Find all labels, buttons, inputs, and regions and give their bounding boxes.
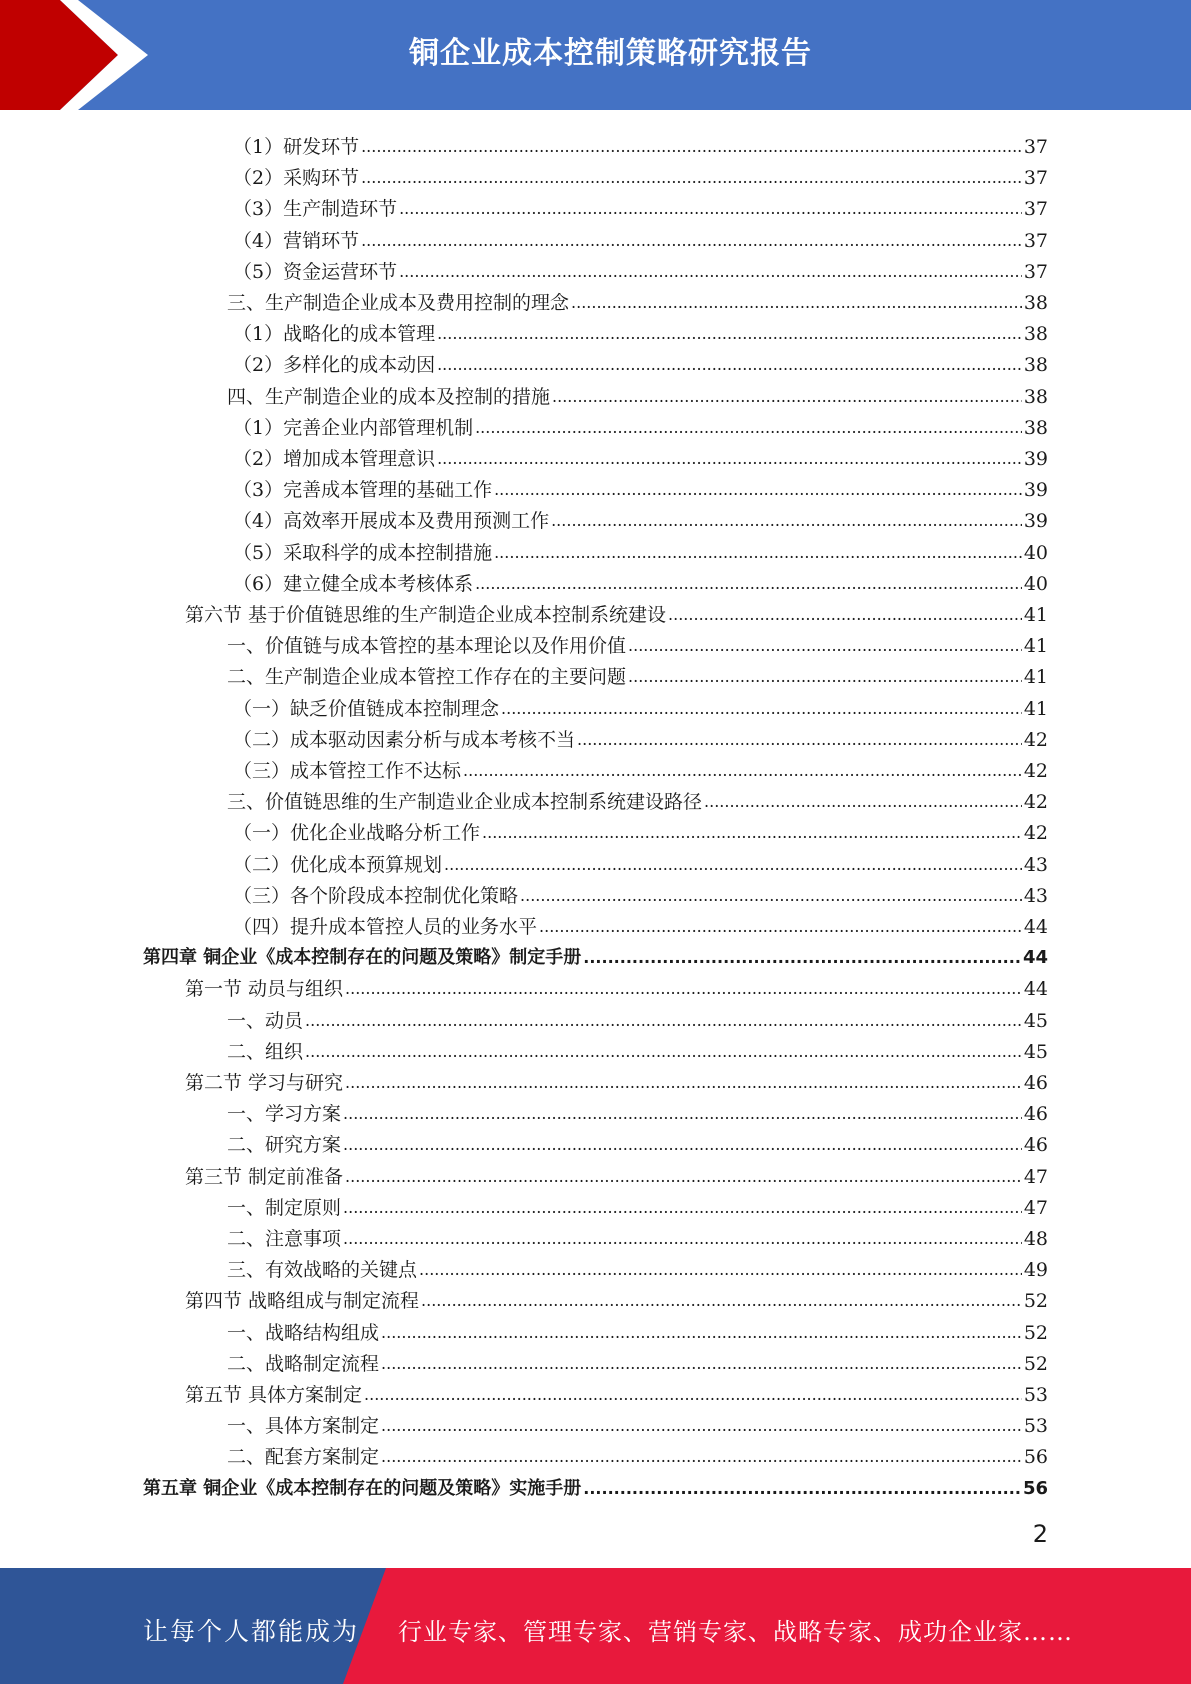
toc-entry[interactable]: [227, 1345, 1048, 1376]
toc-entry-title: 第四节 战略组成与制定流程: [185, 1290, 420, 1312]
toc-dot-leader: [437, 322, 1022, 346]
toc-entry-page: 39: [1023, 510, 1048, 532]
toc-entry[interactable]: [233, 721, 1048, 752]
toc-entry-title: 第三节 制定前准备: [185, 1166, 344, 1188]
toc-entry-title: 第五章 铜企业《成本控制存在的问题及策略》实施手册: [143, 1478, 582, 1499]
toc-entry[interactable]: [233, 315, 1048, 346]
toc-dot-leader: [704, 790, 1022, 814]
toc-entry-page: 40: [1023, 573, 1048, 595]
toc-entry-page: 37: [1023, 261, 1048, 283]
toc-entry[interactable]: [233, 690, 1048, 721]
toc-dot-leader: [361, 166, 1022, 190]
toc-entry[interactable]: [233, 253, 1048, 284]
toc-entry-page: 38: [1023, 323, 1048, 345]
toc-dot-leader: [345, 1165, 1022, 1189]
toc-dot-leader: [628, 634, 1022, 658]
toc-entry[interactable]: [143, 1470, 1048, 1501]
toc-entry[interactable]: [233, 346, 1048, 377]
toc-entry-title: （二）优化成本预算规划: [233, 854, 443, 876]
toc-dot-leader: [552, 385, 1022, 409]
toc-entry-title: 第六节 基于价值链思维的生产制造企业成本控制系统建设: [185, 604, 667, 626]
toc-entry-title: （5）采取科学的成本控制措施: [233, 542, 493, 564]
toc-entry-page: 39: [1023, 448, 1048, 470]
toc-dot-leader: [343, 1102, 1022, 1126]
toc-entry-page: 44: [1023, 978, 1048, 1000]
toc-entry-title: 二、战略制定流程: [227, 1353, 380, 1375]
toc-dot-leader: [444, 853, 1022, 877]
toc-entry-page: 53: [1023, 1384, 1048, 1406]
toc-entry-page: 38: [1023, 354, 1048, 376]
toc-entry[interactable]: [227, 627, 1048, 658]
toc-entry-page: 49: [1023, 1259, 1048, 1281]
toc-entry-title: （4）高效率开展成本及费用预测工作: [233, 510, 550, 532]
toc-entry-title: 三、生产制造企业成本及费用控制的理念: [227, 292, 570, 314]
toc-entry-page: 43: [1023, 854, 1048, 876]
toc-entry[interactable]: [227, 658, 1048, 689]
toc-entry-page: 44: [1022, 947, 1048, 968]
toc-entry[interactable]: [227, 1251, 1048, 1282]
toc-entry[interactable]: [233, 534, 1048, 565]
toc-entry[interactable]: [185, 1064, 1048, 1095]
toc-entry-title: （三）各个阶段成本控制优化策略: [233, 885, 519, 907]
toc-entry-page: 45: [1023, 1010, 1048, 1032]
toc-entry-title: （一）优化企业战略分析工作: [233, 822, 481, 844]
page-number: 2: [1032, 1520, 1048, 1548]
toc-entry[interactable]: [227, 1220, 1048, 1251]
toc-dot-leader: [539, 915, 1022, 939]
toc-entry-page: 52: [1023, 1290, 1048, 1312]
toc-entry[interactable]: [227, 1189, 1048, 1220]
toc-entry-page: 38: [1023, 292, 1048, 314]
toc-entry-page: 47: [1023, 1197, 1048, 1219]
toc-dot-leader: [361, 135, 1022, 159]
toc-entry[interactable]: [227, 1002, 1048, 1033]
toc-entry-page: 56: [1023, 1446, 1048, 1468]
toc-entry-page: 38: [1023, 417, 1048, 439]
toc-entry-page: 37: [1023, 230, 1048, 252]
toc-entry[interactable]: [185, 1158, 1048, 1189]
footer-slogan-left: 让每个人都能成为: [143, 1617, 360, 1646]
toc-dot-leader: [628, 665, 1022, 689]
toc-entry-page: 41: [1023, 604, 1048, 626]
toc-entry[interactable]: [227, 1407, 1048, 1438]
toc-entry[interactable]: [227, 284, 1048, 315]
toc-entry[interactable]: [185, 1376, 1048, 1407]
toc-entry-page: 47: [1023, 1166, 1048, 1188]
toc-entry-title: 二、研究方案: [227, 1134, 342, 1156]
toc-dot-leader: [399, 260, 1022, 284]
toc-dot-leader: [381, 1352, 1022, 1376]
toc-entry[interactable]: [227, 1033, 1048, 1064]
toc-entry[interactable]: [227, 1314, 1048, 1345]
page-footer: [0, 1568, 1191, 1684]
toc-entry-page: 41: [1023, 635, 1048, 657]
toc-entry[interactable]: [227, 1095, 1048, 1126]
toc-entry-title: 二、配套方案制定: [227, 1446, 380, 1468]
toc-entry-page: 56: [1022, 1478, 1048, 1499]
toc-dot-leader: [343, 1227, 1022, 1251]
toc-dot-leader: [475, 572, 1022, 596]
toc-entry[interactable]: [227, 378, 1048, 409]
toc-entry-page: 37: [1023, 167, 1048, 189]
toc-entry-title: （1）完善企业内部管理机制: [233, 417, 474, 439]
toc-entry-page: 39: [1023, 479, 1048, 501]
toc-entry[interactable]: [227, 1438, 1048, 1469]
toc-entry[interactable]: [233, 471, 1048, 502]
toc-entry[interactable]: [233, 877, 1048, 908]
toc-entry[interactable]: [233, 846, 1048, 877]
toc-dot-leader: [482, 821, 1022, 845]
toc-entry-title: （3）生产制造环节: [233, 198, 398, 220]
toc-entry-page: 43: [1023, 885, 1048, 907]
toc-entry-page: 42: [1023, 729, 1048, 751]
toc-entry-title: 一、战略结构组成: [227, 1322, 380, 1344]
toc-dot-leader: [345, 1071, 1022, 1095]
toc-entry[interactable]: [233, 565, 1048, 596]
toc-entry-title: （1）研发环节: [233, 136, 360, 158]
toc-entry[interactable]: [233, 908, 1048, 939]
toc-entry[interactable]: [185, 1282, 1048, 1313]
toc-entry-page: 52: [1023, 1322, 1048, 1344]
toc-dot-leader: [419, 1258, 1022, 1282]
toc-entry-page: 37: [1023, 198, 1048, 220]
toc-dot-leader: [475, 416, 1022, 440]
toc-entry[interactable]: [227, 783, 1048, 814]
toc-dot-leader: [520, 884, 1022, 908]
toc-entry[interactable]: [233, 409, 1048, 440]
toc-entry[interactable]: [233, 190, 1048, 221]
toc-dot-leader: [361, 229, 1022, 253]
toc-dot-leader: [381, 1445, 1022, 1469]
toc-entry-page: 48: [1023, 1228, 1048, 1250]
toc-entry-title: 二、注意事项: [227, 1228, 342, 1250]
toc-entry-title: 二、组织: [227, 1041, 304, 1063]
toc-entry-title: （三）成本管控工作不达标: [233, 760, 462, 782]
toc-dot-leader: [494, 541, 1022, 565]
toc-entry-title: （一）缺乏价值链成本控制理念: [233, 698, 500, 720]
toc-entry[interactable]: [185, 970, 1048, 1001]
toc-entry-title: （2）采购环节: [233, 167, 360, 189]
toc-entry-title: （2）多样化的成本动因: [233, 354, 436, 376]
toc-entry-page: 42: [1023, 822, 1048, 844]
toc-dot-leader: [364, 1383, 1022, 1407]
toc-dot-leader: [381, 1321, 1022, 1345]
toc-entry-page: 40: [1023, 542, 1048, 564]
toc-entry-title: （6）建立健全成本考核体系: [233, 573, 474, 595]
toc-entry-page: 46: [1023, 1103, 1048, 1125]
toc-dot-leader: [494, 478, 1022, 502]
toc-entry[interactable]: [233, 440, 1048, 471]
toc-entry-page: 52: [1023, 1353, 1048, 1375]
toc-entry-title: 第二节 学习与研究: [185, 1072, 344, 1094]
toc-entry-page: 42: [1023, 760, 1048, 782]
toc-entry-page: 46: [1023, 1072, 1048, 1094]
toc-entry-title: （3）完善成本管理的基础工作: [233, 479, 493, 501]
toc-dot-leader: [463, 759, 1022, 783]
toc-entry-title: 第五节 具体方案制定: [185, 1384, 363, 1406]
toc-entry-title: （4）营销环节: [233, 230, 360, 252]
toc-dot-leader: [577, 728, 1022, 752]
toc-entry-page: 41: [1023, 666, 1048, 688]
toc-entry-page: 38: [1023, 386, 1048, 408]
toc-entry[interactable]: [233, 814, 1048, 845]
toc-dot-leader: [571, 291, 1022, 315]
toc-entry-title: 三、价值链思维的生产制造业企业成本控制系统建设路径: [227, 791, 703, 813]
toc-entry-title: 第四章 铜企业《成本控制存在的问题及策略》制定手册: [143, 947, 582, 968]
toc-dot-leader: [381, 1414, 1022, 1438]
toc-entry[interactable]: [233, 222, 1048, 253]
toc-dot-leader: [501, 697, 1022, 721]
toc-dot-leader: [399, 197, 1022, 221]
toc-dot-leader: [305, 1009, 1022, 1033]
toc-entry-page: 41: [1023, 698, 1048, 720]
footer-slogan-right: 行业专家、管理专家、营销专家、战略专家、成功企业家……: [398, 1618, 1073, 1646]
toc-entry[interactable]: [227, 1126, 1048, 1157]
toc-entry-page: 42: [1023, 791, 1048, 813]
toc-entry-title: （2）增加成本管理意识: [233, 448, 436, 470]
toc-entry-title: （二）成本驱动因素分析与成本考核不当: [233, 729, 576, 751]
toc-entry-title: （5）资金运营环节: [233, 261, 398, 283]
toc-entry-title: 一、价值链与成本管控的基本理论以及作用价值: [227, 635, 627, 657]
toc-entry[interactable]: [233, 159, 1048, 190]
toc-entry-page: 44: [1023, 916, 1048, 938]
toc-entry-title: 一、具体方案制定: [227, 1415, 380, 1437]
page-header: [0, 0, 1191, 110]
toc-entry-page: 53: [1023, 1415, 1048, 1437]
toc-entry-title: 一、制定原则: [227, 1197, 342, 1219]
toc-dot-leader: [343, 1133, 1022, 1157]
toc-entry[interactable]: [233, 128, 1048, 159]
toc-entry-title: 一、学习方案: [227, 1103, 342, 1125]
toc-entry-page: 37: [1023, 136, 1048, 158]
toc-entry-page: 45: [1023, 1041, 1048, 1063]
toc-entry-title: 三、有效战略的关键点: [227, 1259, 418, 1281]
toc-entry-title: 二、生产制造企业成本管控工作存在的主要问题: [227, 666, 627, 688]
toc-entry[interactable]: [233, 752, 1048, 783]
toc-dot-leader: [345, 977, 1022, 1001]
toc-entry[interactable]: [233, 502, 1048, 533]
document-title: 铜企业成本控制策略研究报告: [409, 36, 812, 71]
toc-dot-leader: [305, 1040, 1022, 1064]
toc-dot-leader: [668, 603, 1022, 627]
toc-entry-title: 四、生产制造企业的成本及控制的措施: [227, 386, 551, 408]
toc-dot-leader: [551, 509, 1022, 533]
toc-entry-title: 第一节 动员与组织: [185, 978, 344, 1000]
toc-entry-title: （1）战略化的成本管理: [233, 323, 436, 345]
toc-entry-page: 46: [1023, 1134, 1048, 1156]
toc-entry[interactable]: [143, 939, 1048, 970]
toc-entry-title: 一、动员: [227, 1010, 304, 1032]
toc-entry[interactable]: [185, 596, 1048, 627]
toc-entry-title: （四）提升成本管控人员的业务水平: [233, 916, 538, 938]
toc-dot-leader: [437, 447, 1022, 471]
toc-dot-leader: [583, 946, 1021, 970]
toc-dot-leader: [343, 1196, 1022, 1220]
toc-dot-leader: [583, 1477, 1021, 1501]
toc-dot-leader: [421, 1289, 1022, 1313]
toc-dot-leader: [437, 353, 1022, 377]
